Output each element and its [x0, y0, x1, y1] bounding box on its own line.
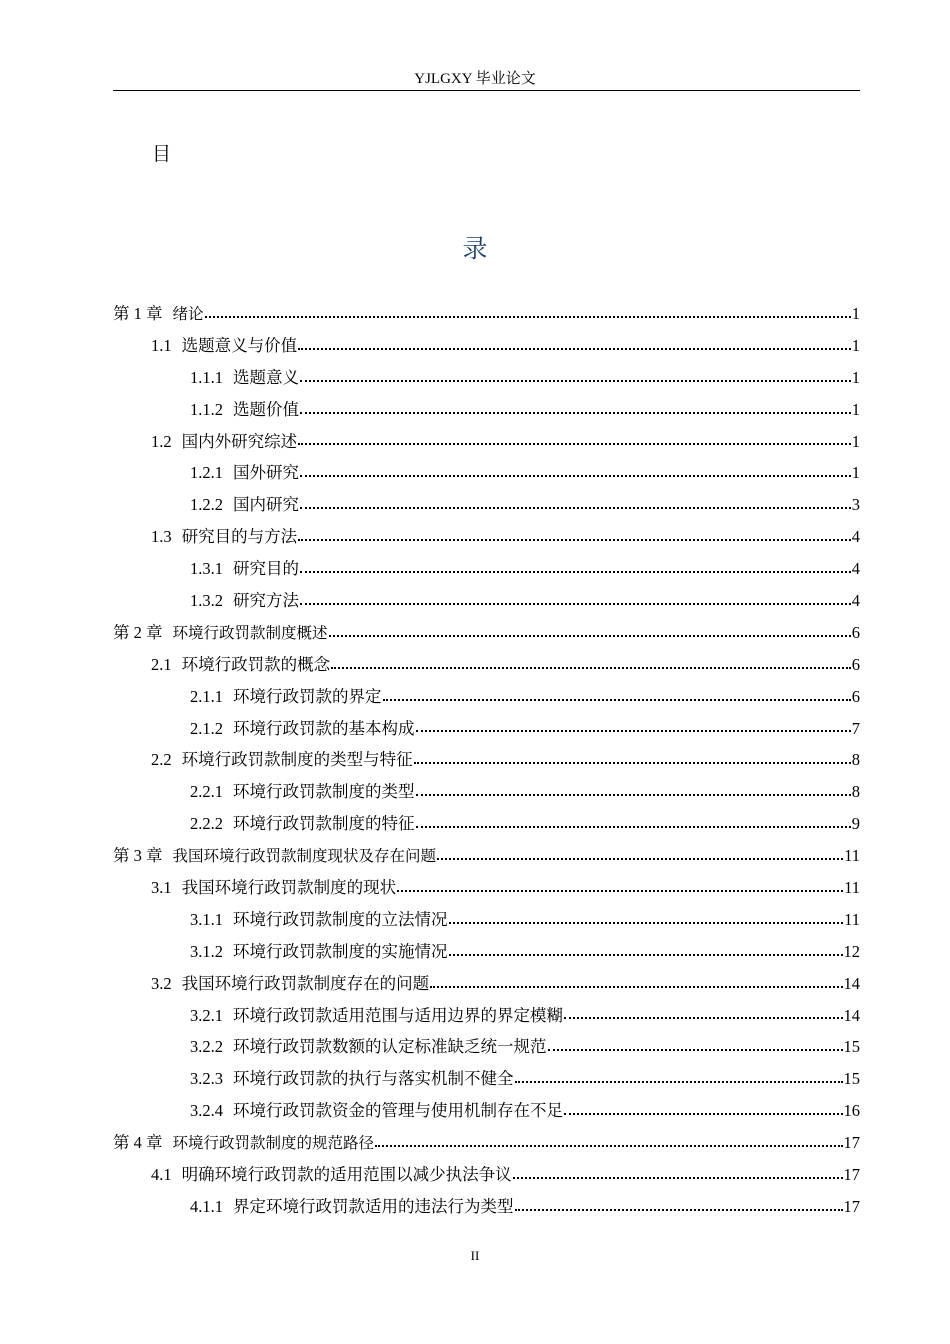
toc-entry-label: [190, 585, 299, 617]
toc-entry-number: 4.1.1: [190, 1196, 223, 1216]
toc-entry-label: [151, 872, 396, 904]
toc-entry-page: 11: [844, 909, 860, 929]
toc-entry-title: 研究目的: [233, 559, 299, 579]
toc-entry-label: [151, 744, 413, 776]
toc-entry-title: 国内外研究综述: [181, 431, 298, 451]
toc-leader-dots: [430, 986, 842, 988]
toc-leader-dots: [331, 667, 851, 669]
header-rule: [113, 90, 860, 91]
toc-entry-number: 3.2.3: [190, 1069, 223, 1089]
toc-entry-page: 1: [851, 463, 860, 483]
toc-entry-number: 第 2 章: [113, 622, 163, 642]
toc-entry-label: [190, 1000, 563, 1032]
toc-entry-number: 第 4 章: [113, 1133, 163, 1153]
toc-entry[interactable]: [113, 840, 860, 872]
toc-entry[interactable]: [113, 1000, 860, 1032]
toc-entry[interactable]: [113, 904, 860, 936]
toc-entry-number: 1.1.2: [190, 399, 223, 419]
toc-entry-title: 我国环境行政罚款制度存在的问题: [181, 973, 430, 993]
page-number: II: [470, 1248, 480, 1263]
toc-entry-page: 17: [843, 1165, 860, 1185]
toc-entry-label: [190, 1063, 514, 1095]
toc-entry[interactable]: [113, 808, 860, 840]
toc-entry-title: 国外研究: [233, 463, 299, 483]
toc-entry-label: [190, 681, 382, 713]
toc-entry[interactable]: [113, 681, 860, 713]
toc-entry-title: 环境行政罚款制度概述: [172, 623, 328, 642]
toc-entry-page: 3: [851, 495, 860, 515]
toc-entry[interactable]: [113, 298, 860, 330]
toc-entry-label: [151, 330, 297, 362]
toc-entry-label: [190, 489, 299, 521]
toc-entry-number: 3.2: [151, 973, 172, 993]
toc-leader-dots: [300, 603, 851, 605]
toc-entry-title: 选题价值: [233, 399, 299, 419]
toc-leader-dots: [416, 730, 851, 732]
toc-entry-label: [190, 394, 299, 426]
toc-entry-page: 17: [843, 1196, 860, 1216]
toc-entry[interactable]: [113, 1159, 860, 1191]
running-header: YJLGXY 毕业论文: [414, 71, 536, 87]
toc-entry-number: 2.2.2: [190, 814, 223, 834]
toc-entry-label: [151, 521, 297, 553]
toc-entry-page: 15: [843, 1069, 860, 1089]
toc-entry[interactable]: [113, 394, 860, 426]
toc-leader-dots: [515, 1081, 843, 1083]
toc-entry[interactable]: [113, 936, 860, 968]
toc-entry-title: 环境行政罚款制度的特征: [233, 814, 415, 834]
toc-entry-number: 1.2.2: [190, 495, 223, 515]
toc-entry[interactable]: [113, 872, 860, 904]
toc-entry-title: 环境行政罚款制度的规范路径: [172, 1134, 375, 1153]
toc-entry-number: 2.1: [151, 654, 172, 674]
toc-entry-title: 环境行政罚款的执行与落实机制不健全: [233, 1069, 514, 1089]
toc-leader-dots: [298, 539, 851, 541]
toc-leader-dots: [548, 1049, 843, 1051]
toc-leader-dots: [449, 954, 843, 956]
toc-leader-dots: [564, 1017, 843, 1019]
toc-entry-page: 1: [851, 399, 860, 419]
toc-title-part-2: 录: [462, 234, 488, 263]
toc-entry-title: 我国环境行政罚款制度现状及存在问题: [172, 847, 437, 866]
toc-entry-label: [190, 553, 299, 585]
toc-entry[interactable]: [113, 585, 860, 617]
toc-entry-label: [113, 840, 436, 872]
toc-entry-page: 11: [844, 846, 860, 866]
toc-entry-number: 3.1.2: [190, 941, 223, 961]
toc-entry[interactable]: [113, 617, 860, 649]
toc-leader-dots: [397, 890, 843, 892]
toc-entry-number: 3.2.2: [190, 1037, 223, 1057]
toc-entry[interactable]: [113, 521, 860, 553]
toc-entry[interactable]: [113, 489, 860, 521]
toc-leader-dots: [300, 571, 851, 573]
toc-entry[interactable]: [113, 330, 860, 362]
toc-leader-dots: [449, 922, 844, 924]
toc-entry-number: 1.3.1: [190, 559, 223, 579]
toc-leader-dots: [205, 316, 851, 318]
toc-entry-label: [151, 1159, 512, 1191]
toc-entry-label: [113, 298, 204, 330]
toc-entry-label: [190, 1095, 563, 1127]
toc-entry-page: 15: [843, 1037, 860, 1057]
toc-entry-label: [190, 904, 448, 936]
toc-entry-number: 1.2.1: [190, 463, 223, 483]
toc-entry-label: [151, 649, 330, 681]
toc-entry-number: 3.1: [151, 878, 172, 898]
toc-entry[interactable]: [113, 1063, 860, 1095]
toc-entry-number: 1.1: [151, 335, 172, 355]
toc-entry-label: [190, 457, 299, 489]
toc-entry-title: 环境行政罚款资金的管理与使用机制存在不足: [233, 1101, 563, 1121]
toc-entry-number: 2.1.1: [190, 686, 223, 706]
toc-entry-title: 环境行政罚款制度的立法情况: [233, 909, 448, 929]
toc-leader-dots: [515, 1209, 843, 1211]
toc-entry-title: 环境行政罚款的概念: [181, 654, 331, 674]
toc-entry-title: 研究方法: [233, 591, 299, 611]
toc-entry-number: 3.1.1: [190, 909, 223, 929]
toc-leader-dots: [383, 699, 851, 701]
toc-leader-dots: [375, 1145, 842, 1147]
toc-entry-label: [190, 362, 299, 394]
toc-leader-dots: [513, 1177, 843, 1179]
toc-title-part-1: 目: [152, 143, 172, 165]
toc-entry-number: 2.2.1: [190, 782, 223, 802]
toc-entry-page: 17: [843, 1133, 860, 1153]
toc-entry[interactable]: [113, 649, 860, 681]
toc-entry-title: 选题意义: [233, 367, 299, 387]
toc-entry-title: 环境行政罚款制度的类型与特征: [181, 750, 413, 770]
toc-entry-title: 环境行政罚款的基本构成: [233, 718, 415, 738]
toc-entry-title: 环境行政罚款数额的认定标准缺乏统一规范: [233, 1037, 547, 1057]
toc-entry-page: 9: [851, 814, 860, 834]
toc-entry-number: 第 1 章: [113, 304, 163, 323]
toc-entry-title: 环境行政罚款制度的实施情况: [233, 941, 448, 961]
toc-entry-page: 4: [851, 591, 860, 611]
toc-entry-number: 1.3: [151, 527, 172, 547]
toc-entry-page: 12: [843, 941, 860, 961]
toc-entry-label: [190, 1031, 547, 1063]
toc-entry-number: 4.1: [151, 1165, 172, 1185]
table-of-contents: [113, 298, 860, 1223]
toc-entry[interactable]: [113, 968, 860, 1000]
toc-entry[interactable]: [113, 1127, 860, 1159]
toc-entry-label: [190, 808, 415, 840]
toc-entry-title: 国内研究: [233, 495, 299, 515]
toc-entry-title: 我国环境行政罚款制度的现状: [181, 878, 397, 898]
toc-entry-page: 1: [851, 304, 860, 323]
toc-leader-dots: [300, 412, 851, 414]
toc-leader-dots: [416, 794, 851, 796]
toc-entry-page: 4: [851, 527, 860, 547]
toc-entry-page: 1: [851, 335, 860, 355]
toc-entry-page: 6: [851, 654, 860, 674]
toc-entry-label: [190, 1191, 514, 1223]
toc-entry[interactable]: [113, 1191, 860, 1223]
toc-entry-page: 8: [851, 782, 860, 802]
toc-leader-dots: [416, 826, 851, 828]
toc-entry-title: 环境行政罚款适用范围与适用边界的界定模糊: [233, 1005, 563, 1025]
toc-leader-dots: [300, 475, 851, 477]
toc-entry-page: 1: [851, 367, 860, 387]
toc-entry[interactable]: [113, 553, 860, 585]
toc-entry-label: [151, 426, 297, 458]
toc-entry[interactable]: [113, 713, 860, 745]
toc-entry[interactable]: [113, 362, 860, 394]
toc-entry-label: [151, 968, 429, 1000]
toc-entry-title: 明确环境行政罚款的适用范围以减少执法争议: [181, 1165, 512, 1185]
toc-entry-number: 第 3 章: [113, 846, 163, 866]
toc-entry[interactable]: [113, 776, 860, 808]
toc-entry-page: 6: [851, 622, 860, 642]
toc-entry-label: [190, 936, 448, 968]
toc-entry-page: 4: [851, 559, 860, 579]
toc-leader-dots: [300, 380, 851, 382]
toc-entry-page: 7: [851, 718, 860, 738]
toc-leader-dots: [300, 507, 851, 509]
toc-entry-page: 16: [843, 1101, 860, 1121]
toc-entry[interactable]: [113, 1031, 860, 1063]
toc-entry-number: 3.2.1: [190, 1005, 223, 1025]
toc-entry-page: 14: [843, 973, 860, 993]
toc-entry-number: 1.2: [151, 431, 172, 451]
toc-entry-number: 2.2: [151, 750, 172, 770]
toc-entry[interactable]: [113, 426, 860, 458]
toc-leader-dots: [298, 443, 851, 445]
toc-leader-dots: [329, 635, 851, 637]
toc-entry-page: 11: [844, 878, 860, 898]
toc-entry-title: 环境行政罚款制度的类型: [233, 782, 415, 802]
toc-entry-page: 1: [851, 431, 860, 451]
toc-entry-label: [113, 1127, 374, 1159]
toc-entry[interactable]: [113, 1095, 860, 1127]
toc-entry[interactable]: [113, 744, 860, 776]
toc-entry-title: 环境行政罚款的界定: [233, 686, 382, 706]
toc-entry-label: [190, 776, 415, 808]
toc-entry-number: 2.1.2: [190, 718, 223, 738]
toc-leader-dots: [437, 858, 843, 860]
toc-entry-page: 8: [851, 750, 860, 770]
toc-entry-page: 14: [843, 1005, 860, 1025]
toc-entry-title: 选题意义与价值: [181, 335, 298, 355]
toc-entry-title: 界定环境行政罚款适用的违法行为类型: [233, 1196, 514, 1216]
toc-entry[interactable]: [113, 457, 860, 489]
toc-entry-title: 研究目的与方法: [181, 527, 298, 547]
toc-leader-dots: [414, 762, 851, 764]
toc-entry-label: [113, 617, 328, 649]
toc-entry-label: [190, 713, 415, 745]
toc-entry-number: 1.1.1: [190, 367, 223, 387]
toc-entry-number: 1.3.2: [190, 591, 223, 611]
toc-entry-number: 3.2.4: [190, 1101, 223, 1121]
toc-entry-title: 绪论: [172, 305, 204, 323]
toc-entry-page: 6: [851, 686, 860, 706]
toc-leader-dots: [564, 1113, 843, 1115]
toc-leader-dots: [298, 348, 851, 350]
